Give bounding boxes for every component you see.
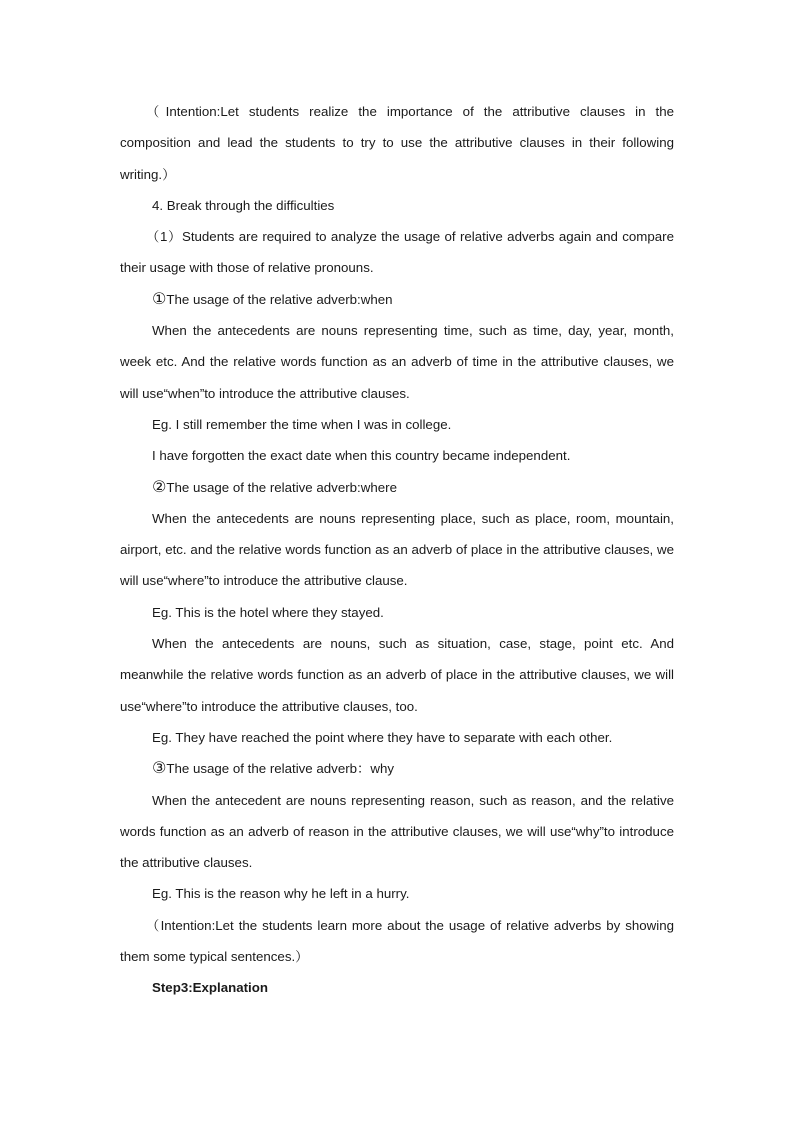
- step-3-heading: Step3:Explanation: [152, 980, 268, 996]
- intention-paragraph-1: （Intention:Let students realize the importance of the attributive clauses in the composition and lead the students to try to use the attributive clauses in their following writing.）: [120, 104, 674, 182]
- where-title-text: The usage of the relative adverb:where: [166, 479, 397, 495]
- when-title-text: The usage of the relative adverb:when: [166, 291, 393, 307]
- why-example: Eg. This is the reason why he left in a hurry.: [152, 886, 410, 902]
- why-explanation: When the antecedent are nouns representing reason, such as reason, and the relative words function as an adverb of reason in the attributive clauses, we will use“why”to introduce the attributive clauses.: [120, 792, 674, 871]
- step-4-heading: 4. Break through the difficulties: [152, 197, 335, 213]
- where-example-1: Eg. This is the hotel where they stayed.: [152, 604, 384, 620]
- circled-number-3: ③: [152, 760, 167, 778]
- document-page: [120, 96, 674, 1004]
- where-section-title: [120, 472, 674, 503]
- when-example-1: Eg. I still remember the time when I was in college.: [152, 416, 452, 432]
- when-example-2: I have forgotten the exact date when this country became independent.: [152, 448, 571, 464]
- when-section-title: [120, 284, 674, 315]
- why-title-text: The usage of the relative adverb：why: [166, 761, 394, 777]
- when-explanation: When the antecedents are nouns representing time, such as time, day, year, month, week etc. And the relative words function as an adverb of time in the attributive clauses, we will use“when”to introduce the attributive clauses.: [120, 323, 674, 401]
- where-example-2: Eg. They have reached the point where they have to separate with each other.: [152, 729, 613, 745]
- intention-paragraph-2: （Intention:Let the students learn more about the usage of relative adverbs by showing them some typical sentences.）: [120, 917, 674, 965]
- where-explanation-2: When the antecedents are nouns, such as situation, case, stage, point etc. And meanwhile the relative words function as an adverb of place in the attributive clauses, we will use“where”to introduce the attributive clauses, too.: [120, 636, 674, 714]
- where-explanation-1: When the antecedents are nouns representing place, such as place, room, mountain, airport, etc. and the relative words function as an adverb of place in the attributive clauses, we will use“where”to introduce the attributive clause.: [120, 510, 674, 589]
- circled-number-1: ①: [152, 290, 167, 308]
- item-1-paragraph: （1）Students are required to analyze the usage of relative adverbs again and compare their usage with those of relative pronouns.: [120, 229, 674, 276]
- why-section-title: [120, 753, 674, 784]
- circled-number-2: ②: [152, 478, 167, 496]
